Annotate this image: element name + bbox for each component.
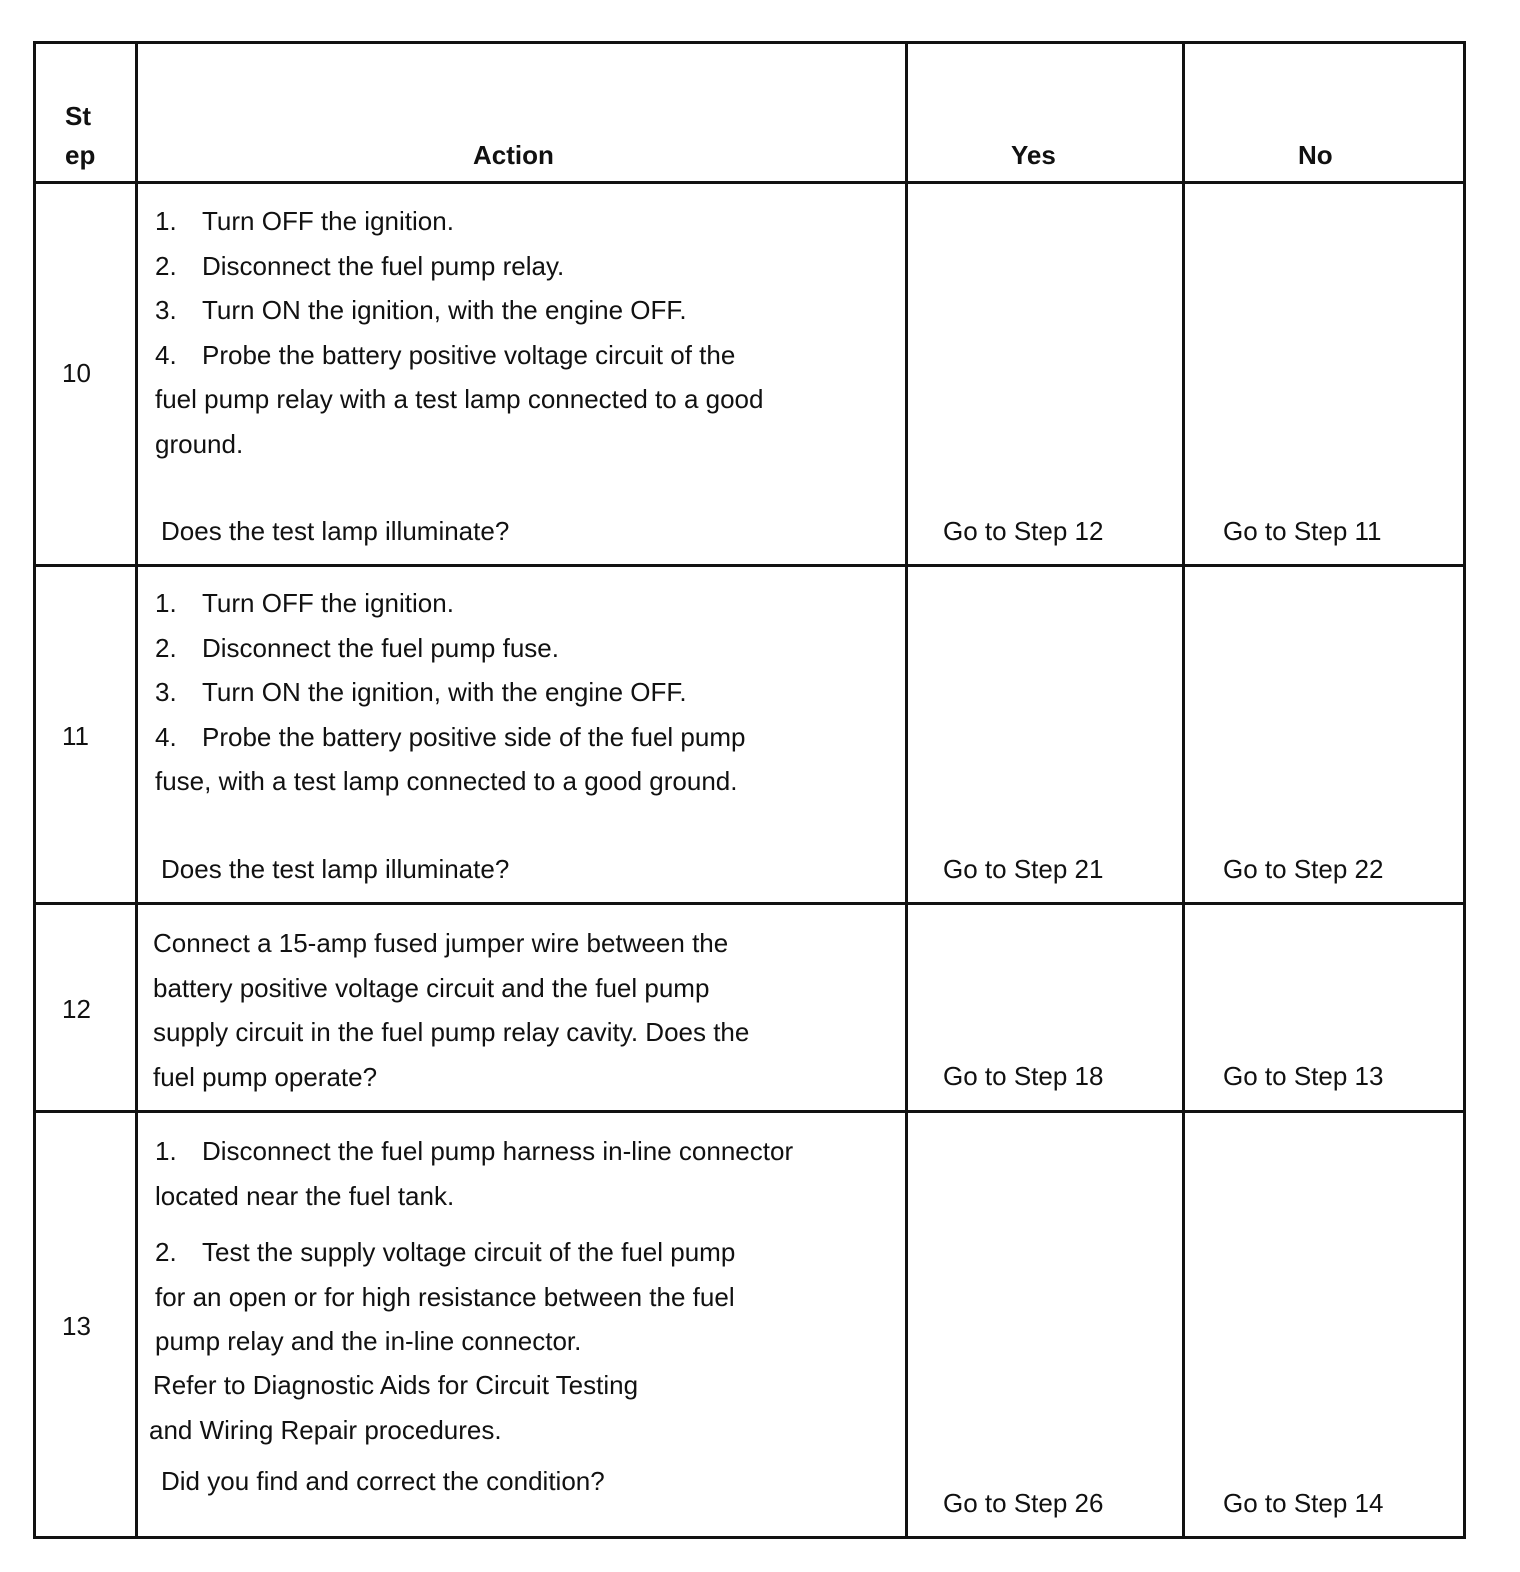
list-item-continuation: fuse, with a test lamp connected to a good ground. [155,766,738,796]
list-item: 2. Disconnect the fuel pump fuse. [155,632,559,663]
action-list [155,581,745,804]
row-divider [36,902,1463,905]
header-no: No [1298,140,1333,170]
action-list [155,199,763,466]
list-item: 2. Test the supply voltage circuit of the fuel pump [155,1237,736,1267]
yes-result: Go to Step 26 [943,1488,1104,1518]
list-item-continuation: located near the fuel tank. [155,1180,455,1211]
list-item: 4. Probe the battery positive voltage circuit of the [155,339,736,370]
list-item: 4. Probe the battery positive side of the fuel pump [155,721,746,752]
yes-result: Go to Step 18 [943,1061,1104,1091]
list-item: 2. Disconnect the fuel pump relay. [155,250,565,281]
row-divider [36,564,1463,567]
list-item: 1. Disconnect the fuel pump harness in-line connector [155,1136,794,1166]
action-question: Does the test lamp illuminate? [161,516,510,546]
row-divider [36,181,1463,184]
list-item: 3. Turn ON the ignition, with the engine OFF. [155,677,687,707]
list-item-continuation: fuel pump relay with a test lamp connected to a good [155,384,764,414]
action-question: Did you find and correct the condition? [161,1466,605,1496]
list-item-continuation: for an open or for high resistance between the fuel [155,1281,735,1312]
no-result: Go to Step 14 [1223,1488,1384,1518]
action-line: supply circuit in the fuel pump relay cavity. Does the [153,1017,750,1047]
action-list [155,1129,793,1218]
refer-line: and Wiring Repair procedures. [149,1415,502,1445]
column-divider [1182,44,1185,1536]
diagnostic-table [33,41,1466,1539]
column-divider [135,44,138,1536]
no-result: Go to Step 13 [1223,1061,1384,1091]
list-item-continuation: ground. [155,428,244,459]
list-item-continuation: pump relay and the in-line connector. [155,1326,582,1356]
action-line: fuel pump operate? [153,1061,378,1092]
refer-line: Refer to Diagnostic Aids for Circuit Testing [153,1370,639,1400]
action-line: battery positive voltage circuit and the fuel pump [153,972,710,1003]
header-step-line1: St [65,101,91,131]
step-number: 12 [62,994,91,1024]
list-item: 3. Turn ON the ignition, with the engine OFF. [155,295,687,325]
list-item: 1. Turn OFF the ignition. [155,206,454,236]
action-list [155,1230,735,1364]
no-result: Go to Step 22 [1223,854,1384,884]
step-number: 10 [62,358,91,388]
step-number: 13 [62,1311,91,1341]
action-question: Does the test lamp illuminate? [161,854,510,884]
header-yes: Yes [1011,140,1056,170]
action-text [153,921,749,1099]
yes-result: Go to Step 21 [943,854,1104,884]
no-result: Go to Step 11 [1223,516,1382,546]
action-line: Connect a 15-amp fused jumper wire between the [153,928,729,958]
header-step-line2: ep [65,140,96,170]
step-number: 11 [62,721,89,751]
row-divider [36,1110,1463,1113]
list-item: 1. Turn OFF the ignition. [155,588,454,618]
column-divider [905,44,908,1536]
header-action: Action [473,140,554,170]
yes-result: Go to Step 12 [943,516,1104,546]
